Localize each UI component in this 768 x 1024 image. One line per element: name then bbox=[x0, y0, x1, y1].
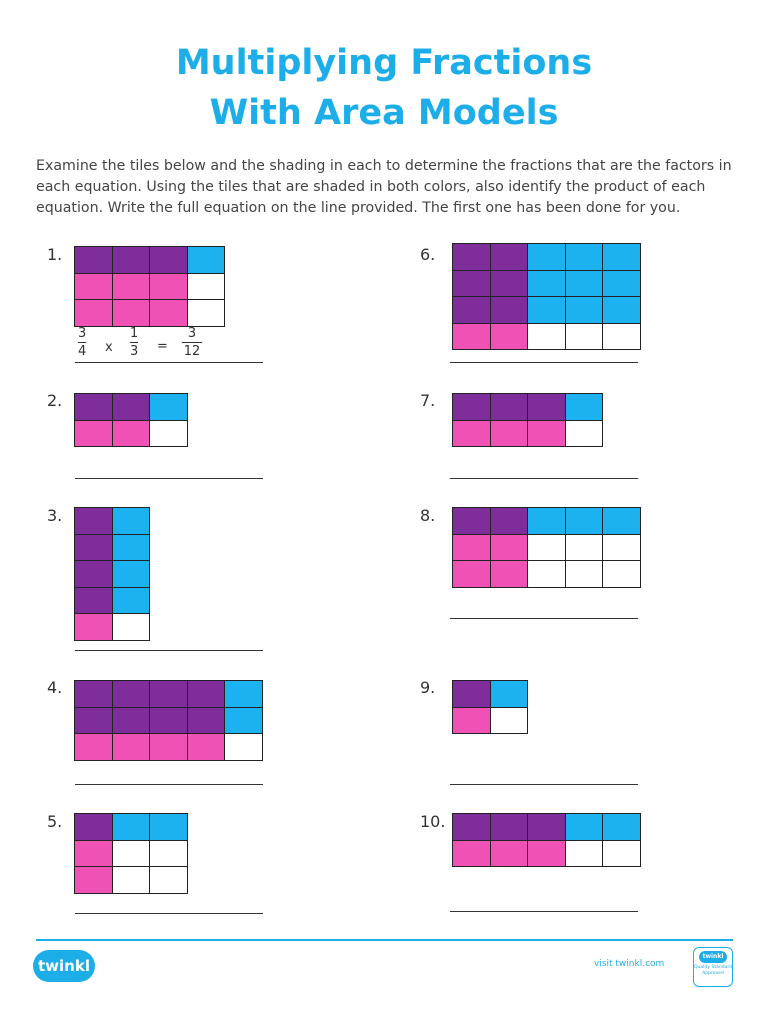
purple-tile bbox=[453, 681, 491, 708]
blue-tile bbox=[603, 297, 641, 324]
white-tile bbox=[491, 708, 529, 735]
pink-tile bbox=[113, 274, 151, 301]
answer-line[interactable] bbox=[75, 478, 263, 479]
white-tile bbox=[188, 300, 226, 327]
purple-tile bbox=[75, 247, 113, 274]
blue-tile bbox=[566, 394, 604, 421]
pink-tile bbox=[491, 561, 529, 588]
blue-tile bbox=[150, 394, 188, 421]
pink-tile bbox=[75, 274, 113, 301]
white-tile bbox=[566, 421, 604, 448]
pink-tile bbox=[491, 324, 529, 351]
purple-tile bbox=[528, 814, 566, 841]
white-tile bbox=[528, 324, 566, 351]
blue-tile bbox=[113, 588, 151, 615]
blue-tile bbox=[603, 508, 641, 535]
problem-label: 3. bbox=[47, 506, 63, 525]
blue-tile bbox=[566, 297, 604, 324]
white-tile bbox=[528, 561, 566, 588]
badge-logo: twinkl bbox=[699, 951, 727, 963]
blue-tile bbox=[113, 561, 151, 588]
badge-text: Quality Standard Approved bbox=[694, 965, 732, 976]
blue-tile bbox=[188, 247, 226, 274]
pink-tile bbox=[453, 708, 491, 735]
purple-tile bbox=[491, 508, 529, 535]
purple-tile bbox=[75, 708, 113, 735]
pink-tile bbox=[453, 561, 491, 588]
pink-tile bbox=[491, 421, 529, 448]
problem-label: 8. bbox=[420, 506, 436, 525]
answer-line[interactable] bbox=[450, 911, 638, 912]
purple-tile bbox=[491, 244, 529, 271]
blue-tile bbox=[113, 814, 151, 841]
pink-tile bbox=[150, 734, 188, 761]
purple-tile bbox=[75, 681, 113, 708]
white-tile bbox=[603, 561, 641, 588]
white-tile bbox=[150, 421, 188, 448]
purple-tile bbox=[113, 247, 151, 274]
blue-tile bbox=[603, 271, 641, 298]
problem-label: 4. bbox=[47, 678, 63, 697]
pink-tile bbox=[453, 535, 491, 562]
title-line-2: With Area Models bbox=[209, 93, 559, 133]
fraction-bar bbox=[130, 342, 138, 343]
blue-tile bbox=[566, 271, 604, 298]
purple-tile bbox=[75, 508, 113, 535]
area-model-grid bbox=[452, 393, 603, 447]
twinkl-logo: twinkl bbox=[33, 950, 95, 982]
white-tile bbox=[188, 274, 226, 301]
area-model-grid bbox=[74, 813, 188, 894]
pink-tile bbox=[528, 421, 566, 448]
answer-line[interactable] bbox=[450, 618, 638, 619]
answer-line[interactable] bbox=[450, 784, 638, 785]
pink-tile bbox=[528, 841, 566, 868]
pink-tile bbox=[75, 300, 113, 327]
purple-tile bbox=[113, 681, 151, 708]
purple-tile bbox=[453, 508, 491, 535]
purple-tile bbox=[453, 297, 491, 324]
answer-line[interactable] bbox=[75, 362, 263, 363]
pink-tile bbox=[75, 421, 113, 448]
example-product bbox=[182, 326, 202, 359]
equals-sign: = bbox=[157, 339, 168, 354]
purple-tile bbox=[113, 708, 151, 735]
blue-tile bbox=[113, 535, 151, 562]
area-model-grid bbox=[452, 813, 641, 867]
blue-tile bbox=[225, 708, 263, 735]
fraction-bar bbox=[78, 342, 86, 343]
blue-tile bbox=[528, 508, 566, 535]
blue-tile bbox=[566, 814, 604, 841]
answer-line[interactable] bbox=[75, 650, 263, 651]
white-tile bbox=[113, 614, 151, 641]
pink-tile bbox=[75, 841, 113, 868]
answer-line[interactable] bbox=[75, 913, 263, 914]
purple-tile bbox=[75, 394, 113, 421]
white-tile bbox=[566, 561, 604, 588]
problem-label: 10. bbox=[420, 812, 446, 831]
blue-tile bbox=[603, 814, 641, 841]
denominator: 3 bbox=[130, 344, 139, 359]
pink-tile bbox=[491, 841, 529, 868]
purple-tile bbox=[491, 394, 529, 421]
quality-badge-icon bbox=[693, 947, 733, 987]
blue-tile bbox=[150, 814, 188, 841]
purple-tile bbox=[75, 588, 113, 615]
denominator: 4 bbox=[78, 344, 87, 359]
problem-label: 6. bbox=[420, 245, 436, 264]
answer-line[interactable] bbox=[450, 478, 638, 479]
denominator: 12 bbox=[183, 344, 201, 359]
blue-tile bbox=[528, 271, 566, 298]
purple-tile bbox=[113, 394, 151, 421]
purple-tile bbox=[491, 271, 529, 298]
purple-tile bbox=[75, 814, 113, 841]
area-model-grid bbox=[74, 393, 188, 447]
title-line-1: Multiplying Fractions bbox=[175, 43, 593, 83]
fraction-bar bbox=[182, 342, 202, 343]
blue-tile bbox=[225, 681, 263, 708]
example-fraction-2 bbox=[130, 326, 138, 359]
pink-tile bbox=[113, 421, 151, 448]
pink-tile bbox=[113, 300, 151, 327]
instructions: Examine the tiles below and the shading in each to determine the fractions that are the factors in each equation. Using the tiles that are shaded in both colors, also identify the product of each equation. Write the full equation on the line provided. The first one has been done for you. bbox=[36, 158, 732, 216]
problem-label: 9. bbox=[420, 678, 436, 697]
white-tile bbox=[566, 324, 604, 351]
pink-tile bbox=[453, 421, 491, 448]
purple-tile bbox=[188, 681, 226, 708]
area-model-grid bbox=[74, 680, 263, 761]
pink-tile bbox=[453, 324, 491, 351]
blue-tile bbox=[566, 244, 604, 271]
white-tile bbox=[566, 841, 604, 868]
area-model-grid bbox=[452, 243, 641, 350]
area-model-grid bbox=[74, 246, 225, 327]
blue-tile bbox=[528, 297, 566, 324]
white-tile bbox=[113, 867, 151, 894]
problem-label: 1. bbox=[47, 245, 63, 264]
purple-tile bbox=[453, 814, 491, 841]
pink-tile bbox=[150, 300, 188, 327]
footer-divider bbox=[36, 939, 733, 941]
white-tile bbox=[603, 535, 641, 562]
purple-tile bbox=[453, 271, 491, 298]
white-tile bbox=[113, 841, 151, 868]
white-tile bbox=[603, 841, 641, 868]
purple-tile bbox=[453, 394, 491, 421]
blue-tile bbox=[603, 244, 641, 271]
white-tile bbox=[225, 734, 263, 761]
white-tile bbox=[528, 535, 566, 562]
pink-tile bbox=[113, 734, 151, 761]
page-title bbox=[0, 38, 768, 138]
times-sign: x bbox=[105, 340, 113, 355]
purple-tile bbox=[491, 297, 529, 324]
area-model-grid bbox=[452, 680, 528, 734]
area-model-grid bbox=[74, 507, 150, 641]
numerator: 1 bbox=[130, 326, 139, 341]
numerator: 3 bbox=[78, 326, 87, 341]
pink-tile bbox=[491, 535, 529, 562]
purple-tile bbox=[188, 708, 226, 735]
pink-tile bbox=[75, 734, 113, 761]
problem-label: 5. bbox=[47, 812, 63, 831]
answer-line[interactable] bbox=[450, 362, 638, 363]
purple-tile bbox=[150, 247, 188, 274]
purple-tile bbox=[453, 244, 491, 271]
white-tile bbox=[150, 841, 188, 868]
purple-tile bbox=[491, 814, 529, 841]
pink-tile bbox=[75, 614, 113, 641]
area-model-grid bbox=[452, 507, 641, 588]
pink-tile bbox=[453, 841, 491, 868]
problem-label: 2. bbox=[47, 391, 63, 410]
pink-tile bbox=[188, 734, 226, 761]
white-tile bbox=[603, 324, 641, 351]
numerator: 3 bbox=[187, 326, 197, 341]
example-fraction-1 bbox=[78, 326, 86, 359]
blue-tile bbox=[566, 508, 604, 535]
problem-label: 7. bbox=[420, 391, 436, 410]
white-tile bbox=[150, 867, 188, 894]
blue-tile bbox=[491, 681, 529, 708]
white-tile bbox=[566, 535, 604, 562]
pink-tile bbox=[75, 867, 113, 894]
purple-tile bbox=[75, 561, 113, 588]
purple-tile bbox=[75, 535, 113, 562]
visit-link[interactable]: visit twinkl.com bbox=[594, 959, 665, 969]
pink-tile bbox=[150, 274, 188, 301]
answer-line[interactable] bbox=[75, 784, 263, 785]
purple-tile bbox=[150, 681, 188, 708]
blue-tile bbox=[528, 244, 566, 271]
purple-tile bbox=[528, 394, 566, 421]
purple-tile bbox=[150, 708, 188, 735]
blue-tile bbox=[113, 508, 151, 535]
